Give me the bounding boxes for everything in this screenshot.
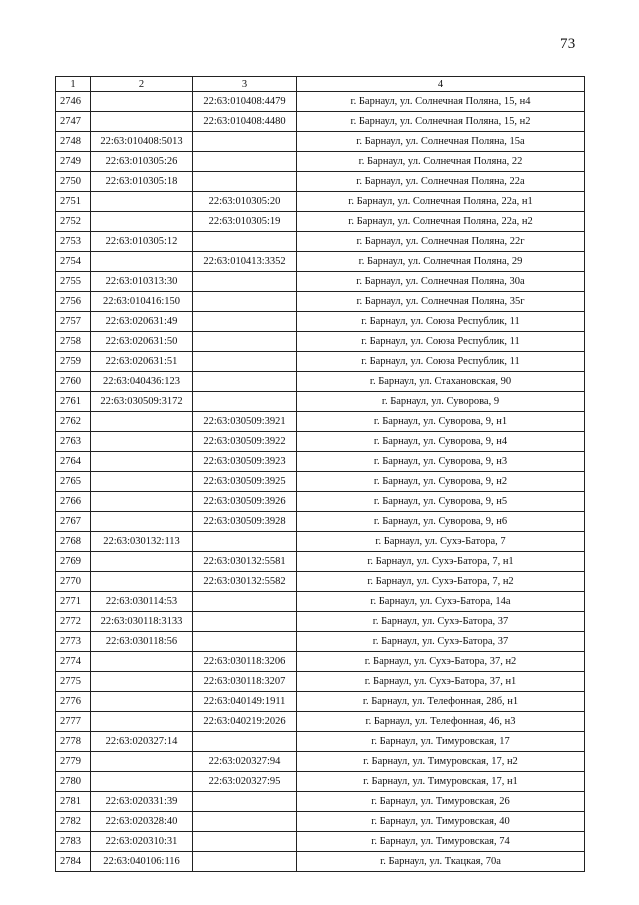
page-number: 73 (560, 36, 576, 52)
table-row (56, 572, 585, 592)
cadastral-number-cell (91, 552, 193, 572)
address-cell: г. Барнаул, ул. Союза Республик, 11 (297, 352, 585, 372)
table-row (56, 852, 585, 872)
row-number-cell: 2748 (56, 132, 91, 152)
premises-cadastral-number-cell (193, 812, 297, 832)
address-cell: г. Барнаул, ул. Сухэ-Батора, 7, н1 (297, 552, 585, 572)
table-row (56, 752, 585, 772)
cadastral-number-cell (91, 672, 193, 692)
cadastral-number-cell: 22:63:040106:116 (91, 852, 193, 872)
premises-cadastral-number-cell (193, 792, 297, 812)
premises-cadastral-number-cell (193, 392, 297, 412)
table-row (56, 772, 585, 792)
cadastral-number-cell: 22:63:030509:3172 (91, 392, 193, 412)
row-number-cell: 2771 (56, 592, 91, 612)
cadastral-number-cell: 22:63:030118:56 (91, 632, 193, 652)
cadastral-number-cell (91, 92, 193, 112)
address-cell: г. Барнаул, ул. Суворова, 9 (297, 392, 585, 412)
row-number-cell: 2757 (56, 312, 91, 332)
row-number-cell: 2777 (56, 712, 91, 732)
cadastral-number-cell: 22:63:020310:31 (91, 832, 193, 852)
table-row (56, 592, 585, 612)
address-cell: г. Барнаул, ул. Солнечная Поляна, 22 (297, 152, 585, 172)
table-row (56, 792, 585, 812)
row-number-cell: 2758 (56, 332, 91, 352)
table-row (56, 212, 585, 232)
cadastral-number-cell: 22:63:020631:51 (91, 352, 193, 372)
address-cell: г. Барнаул, ул. Солнечная Поляна, 15, н2 (297, 112, 585, 132)
table-row (56, 232, 585, 252)
row-number-cell: 2781 (56, 792, 91, 812)
row-number-cell: 2780 (56, 772, 91, 792)
address-cell: г. Барнаул, ул. Ткацкая, 70а (297, 852, 585, 872)
table-row (56, 632, 585, 652)
premises-cadastral-number-cell (193, 732, 297, 752)
cadastral-number-cell: 22:63:030118:3133 (91, 612, 193, 632)
table-row (56, 472, 585, 492)
premises-cadastral-number-cell: 22:63:030118:3207 (193, 672, 297, 692)
table-row (56, 392, 585, 412)
premises-cadastral-number-cell: 22:63:030509:3925 (193, 472, 297, 492)
table-row (56, 652, 585, 672)
cadastral-number-cell: 22:63:020327:14 (91, 732, 193, 752)
premises-cadastral-number-cell: 22:63:010305:20 (193, 192, 297, 212)
table-row (56, 532, 585, 552)
premises-cadastral-number-cell: 22:63:030509:3923 (193, 452, 297, 472)
table-row (56, 712, 585, 732)
address-cell: г. Барнаул, ул. Телефонная, 46, н3 (297, 712, 585, 732)
premises-cadastral-number-cell (193, 172, 297, 192)
premises-cadastral-number-cell (193, 152, 297, 172)
cadastral-number-cell (91, 492, 193, 512)
table-row (56, 692, 585, 712)
row-number-cell: 2770 (56, 572, 91, 592)
row-number-cell: 2776 (56, 692, 91, 712)
table-row (56, 112, 585, 132)
row-number-cell: 2747 (56, 112, 91, 132)
row-number-cell: 2773 (56, 632, 91, 652)
row-number-cell: 2753 (56, 232, 91, 252)
table-row (56, 332, 585, 352)
row-number-cell: 2751 (56, 192, 91, 212)
address-cell: г. Барнаул, ул. Сухэ-Батора, 37, н1 (297, 672, 585, 692)
cadastral-number-cell: 22:63:010408:5013 (91, 132, 193, 152)
table-header-row (56, 77, 585, 92)
premises-cadastral-number-cell: 22:63:010408:4480 (193, 112, 297, 132)
premises-cadastral-number-cell (193, 632, 297, 652)
row-number-cell: 2768 (56, 532, 91, 552)
row-number-cell: 2763 (56, 432, 91, 452)
cadastral-number-cell (91, 412, 193, 432)
premises-cadastral-number-cell (193, 232, 297, 252)
row-number-cell: 2774 (56, 652, 91, 672)
address-cell: г. Барнаул, ул. Союза Республик, 11 (297, 312, 585, 332)
premises-cadastral-number-cell (193, 132, 297, 152)
row-number-cell: 2779 (56, 752, 91, 772)
premises-cadastral-number-cell: 22:63:030118:3206 (193, 652, 297, 672)
cadastral-number-cell: 22:63:010305:26 (91, 152, 193, 172)
address-cell: г. Барнаул, ул. Тимуровская, 17, н2 (297, 752, 585, 772)
cadastral-number-cell: 22:63:040436:123 (91, 372, 193, 392)
premises-cadastral-number-cell: 22:63:030509:3928 (193, 512, 297, 532)
premises-cadastral-number-cell: 22:63:030509:3926 (193, 492, 297, 512)
address-cell: г. Барнаул, ул. Сухэ-Батора, 14а (297, 592, 585, 612)
table-row (56, 412, 585, 432)
row-number-cell: 2756 (56, 292, 91, 312)
table-row (56, 192, 585, 212)
premises-cadastral-number-cell: 22:63:010305:19 (193, 212, 297, 232)
premises-cadastral-number-cell (193, 272, 297, 292)
cadastral-number-cell (91, 572, 193, 592)
cadastral-number-cell (91, 472, 193, 492)
premises-cadastral-number-cell: 22:63:030509:3921 (193, 412, 297, 432)
address-cell: г. Барнаул, ул. Суворова, 9, н6 (297, 512, 585, 532)
premises-cadastral-number-cell: 22:63:010413:3352 (193, 252, 297, 272)
row-number-cell: 2782 (56, 812, 91, 832)
premises-cadastral-number-cell (193, 372, 297, 392)
address-cell: г. Барнаул, ул. Суворова, 9, н1 (297, 412, 585, 432)
address-cell: г. Барнаул, ул. Тимуровская, 74 (297, 832, 585, 852)
cadastral-number-cell (91, 212, 193, 232)
table-row (56, 732, 585, 752)
row-number-cell: 2769 (56, 552, 91, 572)
cadastral-number-cell: 22:63:010416:150 (91, 292, 193, 312)
premises-cadastral-number-cell: 22:63:030132:5581 (193, 552, 297, 572)
row-number-cell: 2783 (56, 832, 91, 852)
address-cell: г. Барнаул, ул. Солнечная Поляна, 22а (297, 172, 585, 192)
address-cell: г. Барнаул, ул. Стахановская, 90 (297, 372, 585, 392)
table-row (56, 832, 585, 852)
cadastral-number-cell (91, 772, 193, 792)
premises-cadastral-number-cell (193, 312, 297, 332)
cadastral-number-cell: 22:63:010313:30 (91, 272, 193, 292)
address-cell: г. Барнаул, ул. Солнечная Поляна, 29 (297, 252, 585, 272)
row-number-cell: 2762 (56, 412, 91, 432)
cadastral-number-cell (91, 752, 193, 772)
row-number-cell: 2767 (56, 512, 91, 532)
address-cell: г. Барнаул, ул. Сухэ-Батора, 7, н2 (297, 572, 585, 592)
table-row (56, 672, 585, 692)
address-cell: г. Барнаул, ул. Солнечная Поляна, 22г (297, 232, 585, 252)
cadastral-number-cell (91, 652, 193, 672)
address-cell: г. Барнаул, ул. Солнечная Поляна, 35г (297, 292, 585, 312)
cadastral-number-cell (91, 112, 193, 132)
premises-cadastral-number-cell (193, 292, 297, 312)
column-header-1: 1 (56, 77, 91, 92)
row-number-cell: 2759 (56, 352, 91, 372)
table-row (56, 432, 585, 452)
table-row (56, 172, 585, 192)
row-number-cell: 2784 (56, 852, 91, 872)
table-row (56, 352, 585, 372)
row-number-cell: 2746 (56, 92, 91, 112)
premises-cadastral-number-cell: 22:63:010408:4479 (193, 92, 297, 112)
table-row (56, 312, 585, 332)
table-row (56, 132, 585, 152)
table-row (56, 292, 585, 312)
table-row (56, 372, 585, 392)
cadastral-number-cell: 22:63:010305:12 (91, 232, 193, 252)
row-number-cell: 2772 (56, 612, 91, 632)
cadastral-table (55, 76, 585, 872)
premises-cadastral-number-cell (193, 612, 297, 632)
cadastral-number-cell: 22:63:020631:50 (91, 332, 193, 352)
row-number-cell: 2775 (56, 672, 91, 692)
premises-cadastral-number-cell: 22:63:020327:95 (193, 772, 297, 792)
premises-cadastral-number-cell: 22:63:040149:1911 (193, 692, 297, 712)
address-cell: г. Барнаул, ул. Суворова, 9, н4 (297, 432, 585, 452)
cadastral-number-cell (91, 712, 193, 732)
address-cell: г. Барнаул, ул. Сухэ-Батора, 37 (297, 632, 585, 652)
premises-cadastral-number-cell (193, 832, 297, 852)
premises-cadastral-number-cell: 22:63:040219:2026 (193, 712, 297, 732)
table-row (56, 552, 585, 572)
premises-cadastral-number-cell (193, 352, 297, 372)
row-number-cell: 2752 (56, 212, 91, 232)
address-cell: г. Барнаул, ул. Сухэ-Батора, 7 (297, 532, 585, 552)
address-cell: г. Барнаул, ул. Солнечная Поляна, 15, н4 (297, 92, 585, 112)
address-cell: г. Барнаул, ул. Тимуровская, 17, н1 (297, 772, 585, 792)
row-number-cell: 2761 (56, 392, 91, 412)
table-row (56, 92, 585, 112)
cadastral-number-cell (91, 432, 193, 452)
address-cell: г. Барнаул, ул. Тимуровская, 26 (297, 792, 585, 812)
row-number-cell: 2766 (56, 492, 91, 512)
cadastral-number-cell: 22:63:020331:39 (91, 792, 193, 812)
row-number-cell: 2765 (56, 472, 91, 492)
table-row (56, 512, 585, 532)
table-row (56, 152, 585, 172)
premises-cadastral-number-cell: 22:63:030509:3922 (193, 432, 297, 452)
premises-cadastral-number-cell: 22:63:030132:5582 (193, 572, 297, 592)
table-body (56, 92, 585, 872)
address-cell: г. Барнаул, ул. Солнечная Поляна, 22а, н2 (297, 212, 585, 232)
table-row (56, 812, 585, 832)
cadastral-number-cell (91, 252, 193, 272)
row-number-cell: 2749 (56, 152, 91, 172)
cadastral-number-cell (91, 692, 193, 712)
cadastral-number-cell (91, 512, 193, 532)
column-header-3: 3 (193, 77, 297, 92)
address-cell: г. Барнаул, ул. Солнечная Поляна, 15а (297, 132, 585, 152)
address-cell: г. Барнаул, ул. Солнечная Поляна, 30а (297, 272, 585, 292)
cadastral-number-cell: 22:63:020631:49 (91, 312, 193, 332)
address-cell: г. Барнаул, ул. Суворова, 9, н3 (297, 452, 585, 472)
address-cell: г. Барнаул, ул. Солнечная Поляна, 22а, н1 (297, 192, 585, 212)
table-row (56, 492, 585, 512)
cadastral-number-cell: 22:63:010305:18 (91, 172, 193, 192)
column-header-4: 4 (297, 77, 585, 92)
cadastral-number-cell: 22:63:020328:40 (91, 812, 193, 832)
address-cell: г. Барнаул, ул. Суворова, 9, н5 (297, 492, 585, 512)
premises-cadastral-number-cell (193, 592, 297, 612)
premises-cadastral-number-cell (193, 852, 297, 872)
table-row (56, 272, 585, 292)
row-number-cell: 2764 (56, 452, 91, 472)
row-number-cell: 2750 (56, 172, 91, 192)
table-row (56, 612, 585, 632)
address-cell: г. Барнаул, ул. Суворова, 9, н2 (297, 472, 585, 492)
premises-cadastral-number-cell (193, 532, 297, 552)
row-number-cell: 2760 (56, 372, 91, 392)
address-cell: г. Барнаул, ул. Телефонная, 28б, н1 (297, 692, 585, 712)
address-cell: г. Барнаул, ул. Сухэ-Батора, 37 (297, 612, 585, 632)
address-cell: г. Барнаул, ул. Сухэ-Батора, 37, н2 (297, 652, 585, 672)
address-cell: г. Барнаул, ул. Тимуровская, 17 (297, 732, 585, 752)
premises-cadastral-number-cell (193, 332, 297, 352)
cadastral-number-cell (91, 192, 193, 212)
row-number-cell: 2754 (56, 252, 91, 272)
table-row (56, 452, 585, 472)
table-row (56, 252, 585, 272)
address-cell: г. Барнаул, ул. Союза Республик, 11 (297, 332, 585, 352)
address-cell: г. Барнаул, ул. Тимуровская, 40 (297, 812, 585, 832)
premises-cadastral-number-cell: 22:63:020327:94 (193, 752, 297, 772)
cadastral-number-cell: 22:63:030114:53 (91, 592, 193, 612)
row-number-cell: 2755 (56, 272, 91, 292)
cadastral-number-cell (91, 452, 193, 472)
cadastral-number-cell: 22:63:030132:113 (91, 532, 193, 552)
row-number-cell: 2778 (56, 732, 91, 752)
column-header-2: 2 (91, 77, 193, 92)
